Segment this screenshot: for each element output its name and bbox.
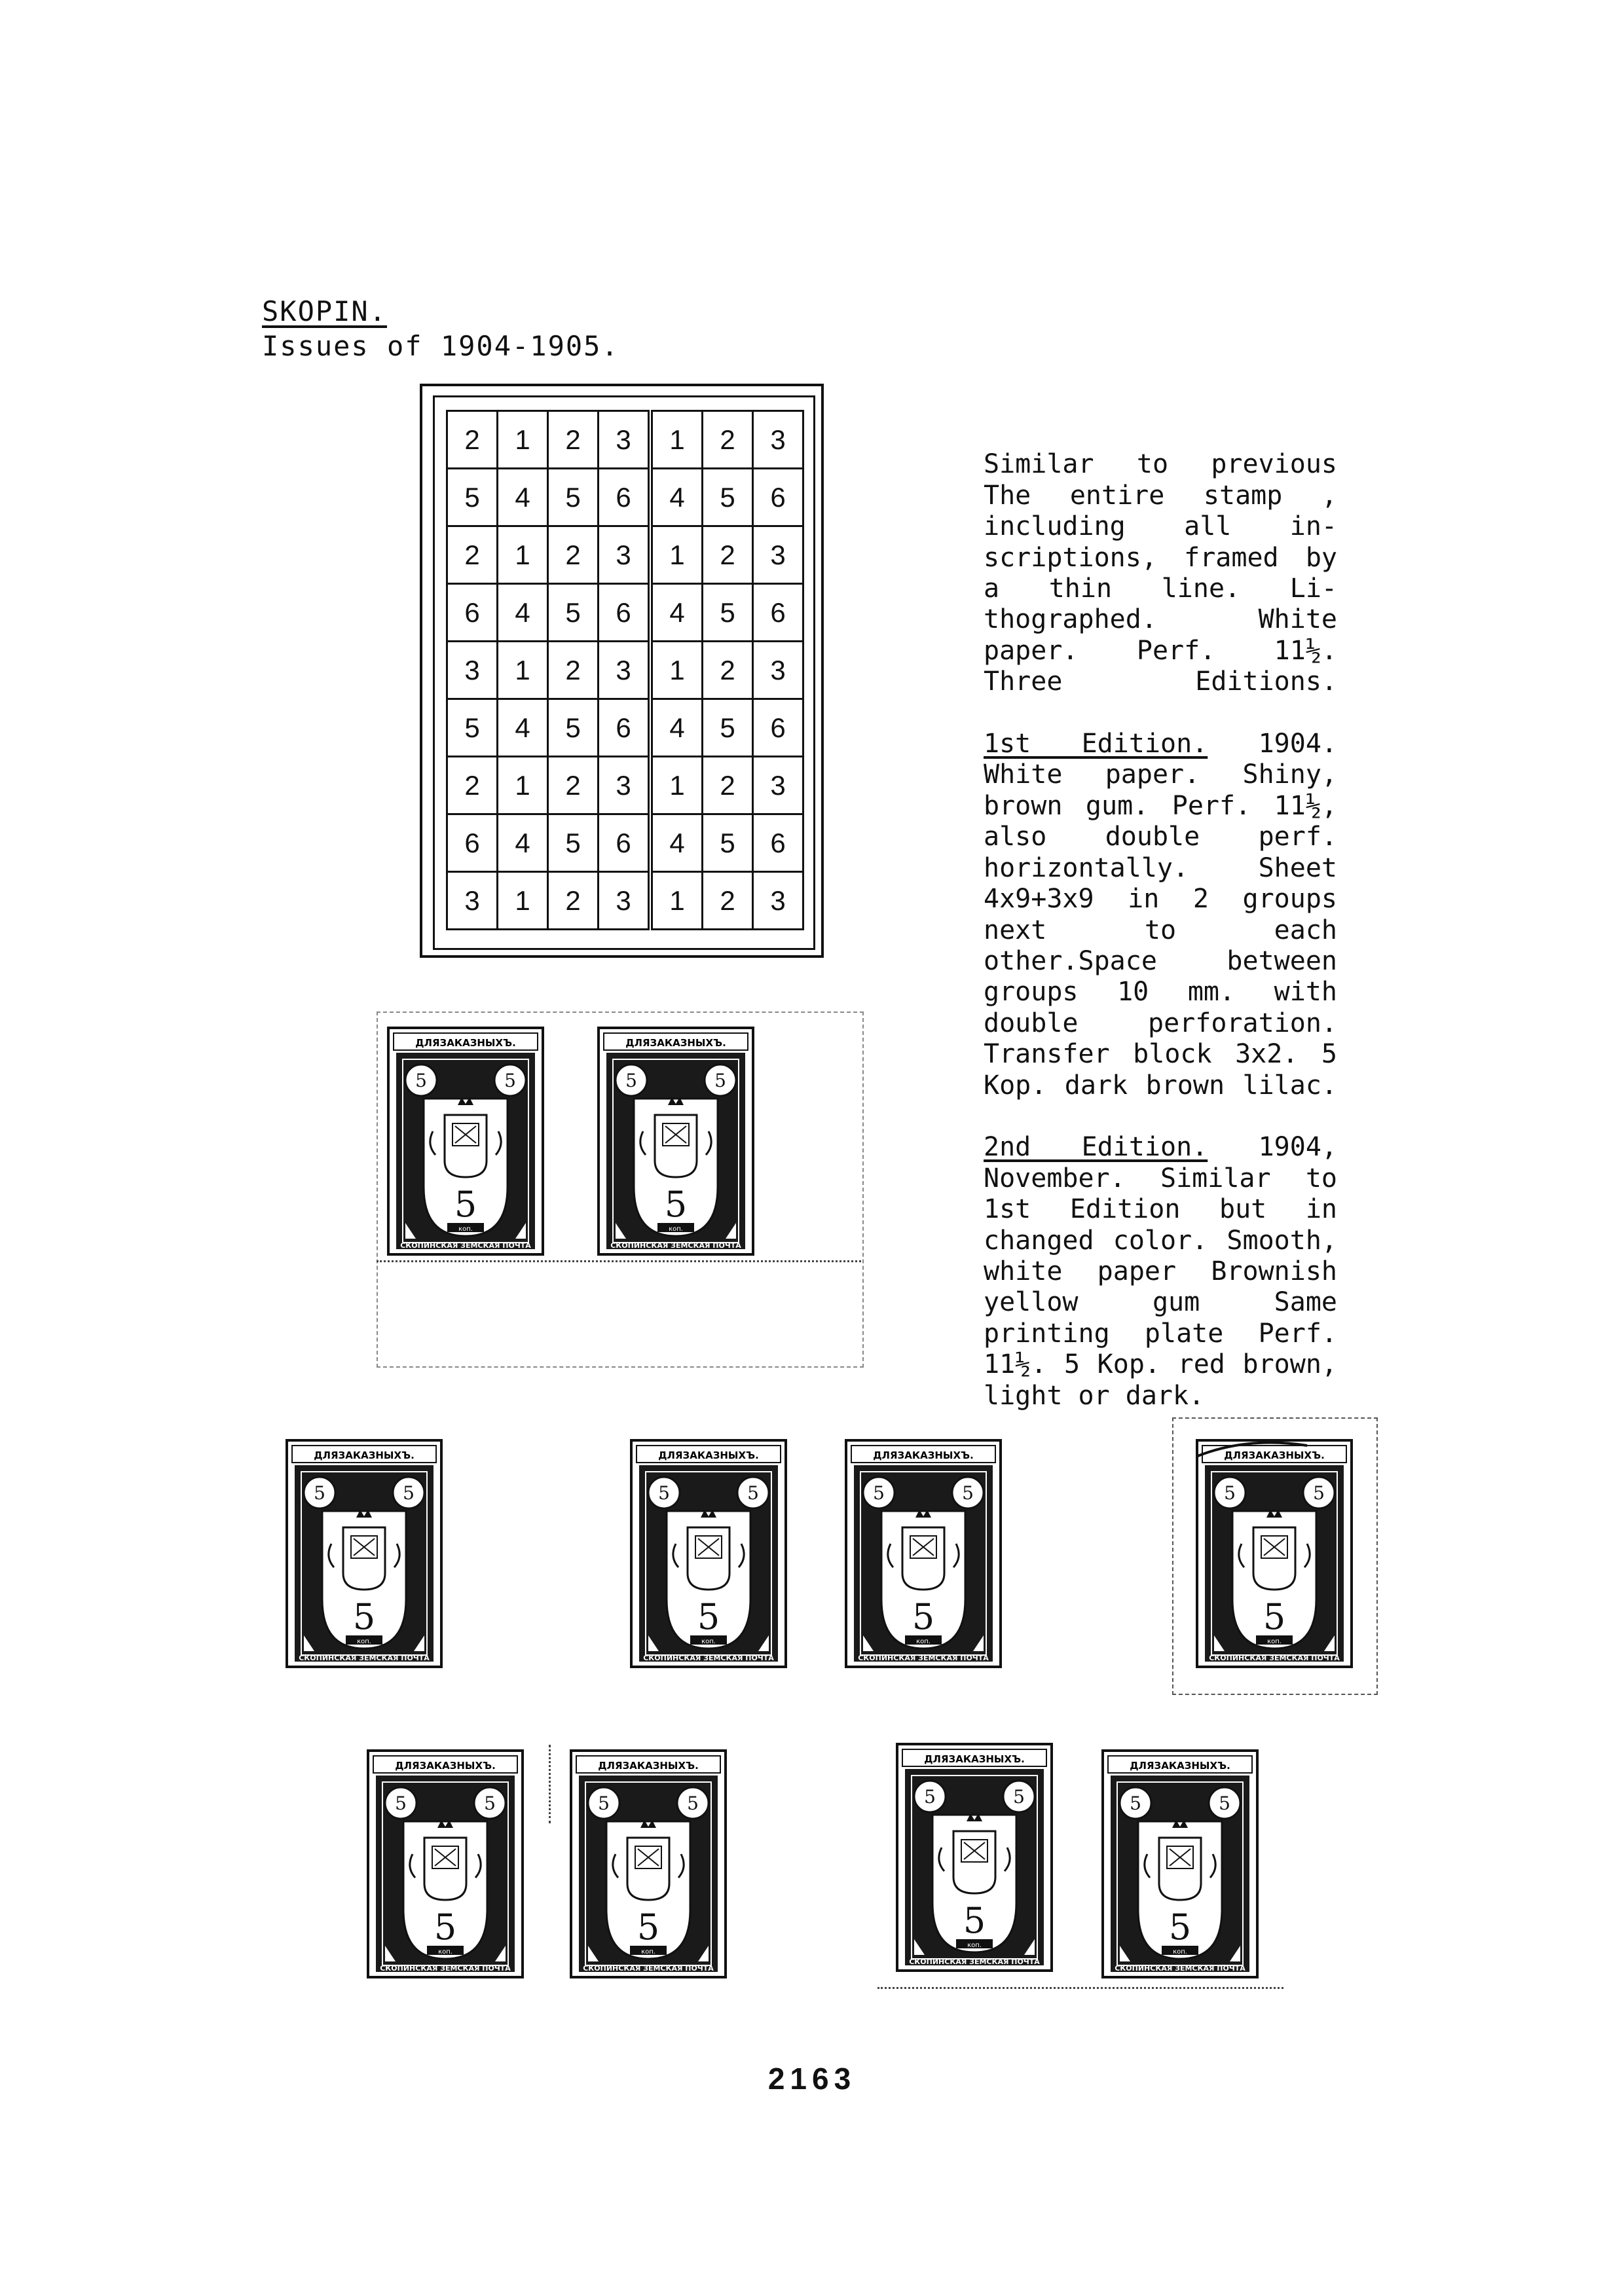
perforation-line: [877, 1987, 1283, 1989]
right_pane-row: [652, 872, 803, 930]
left_pane-row: [447, 757, 649, 814]
plate-position-cell: 6: [599, 469, 649, 526]
plate-position-cell: 1: [498, 642, 548, 699]
page-number: 2163: [767, 2062, 857, 2096]
stamp-currency: коп.: [1267, 1638, 1282, 1645]
page-title: SKOPIN.: [262, 295, 388, 327]
plate-position-cell: 6: [753, 699, 803, 757]
plate-position-cell: 4: [498, 584, 548, 642]
plate-position-cell: 2: [548, 642, 599, 699]
stamp-single: [286, 1439, 443, 1668]
stamp-currency: коп.: [438, 1948, 452, 1956]
stamp-single: [845, 1439, 1002, 1668]
plate-position-cell: 3: [753, 526, 803, 584]
cancellation-outline: [1172, 1417, 1378, 1695]
plate-position-cell: 5: [703, 584, 753, 642]
plate-position-cell: 3: [599, 526, 649, 584]
plate-position-cell: 4: [652, 469, 703, 526]
plate-position-cell: 3: [753, 642, 803, 699]
stamp-border-inscription: СКОПИНСКАЯ ЗЕМСКАЯ ПОЧТА: [400, 1241, 531, 1250]
plate-position-cell: 5: [703, 814, 753, 872]
right_pane-row: [652, 411, 803, 469]
plate-grid-left-pane: [446, 410, 650, 930]
plate-position-cell: 1: [498, 411, 548, 469]
plate-position-cell: 3: [447, 642, 498, 699]
stamp-top-inscription: ДЛЯЗАКАЗНЫХЪ.: [598, 1760, 699, 1772]
plate-position-cell: 6: [599, 814, 649, 872]
plate-position-cell: 2: [548, 411, 599, 469]
plate-position-cell: 3: [447, 872, 498, 930]
plate-position-cell: 1: [498, 526, 548, 584]
plate-position-cell: 4: [652, 699, 703, 757]
stamp-border-inscription: СКОПИНСКАЯ ЗЕМСКАЯ ПОЧТА: [583, 1964, 714, 1973]
plate-position-cell: 6: [447, 584, 498, 642]
plate-position-cell: 5: [548, 469, 599, 526]
plate-position-cell: 2: [447, 411, 498, 469]
plate-position-cell: 6: [447, 814, 498, 872]
stamp-currency: коп.: [357, 1638, 371, 1645]
plate-position-cell: 2: [703, 872, 753, 930]
page-subtitle: Issues of 1904-1905.: [262, 330, 619, 362]
stamp-top-inscription: ДЛЯЗАКАЗНЫХЪ.: [395, 1760, 496, 1772]
plate-position-cell: 1: [652, 526, 703, 584]
stamp-currency: коп.: [701, 1638, 716, 1645]
plate-position-cell: 5: [703, 469, 753, 526]
plate-position-cell: 4: [498, 469, 548, 526]
right_pane-row: [652, 699, 803, 757]
plate-position-cell: 3: [599, 757, 649, 814]
stamp-top-inscription: ДЛЯЗАКАЗНЫХЪ.: [873, 1449, 974, 1461]
plate-position-cell: 2: [548, 872, 599, 930]
left_pane-row: [447, 642, 649, 699]
stamp-border-inscription: СКОПИНСКАЯ ЗЕМСКАЯ ПОЧТА: [1209, 1654, 1340, 1662]
stamp-border-inscription: СКОПИНСКАЯ ЗЕМСКАЯ ПОЧТА: [610, 1241, 741, 1250]
stamp-pair-right: [570, 1749, 727, 1978]
stamp-border-inscription: СКОПИНСКАЯ ЗЕМСКАЯ ПОЧТА: [1115, 1964, 1246, 1973]
plate-position-cell: 5: [447, 469, 498, 526]
stamp-currency: коп.: [458, 1226, 473, 1233]
plate-position-cell: 2: [703, 757, 753, 814]
left_pane-row: [447, 584, 649, 642]
plate-position-cell: 3: [753, 757, 803, 814]
plate-position-cell: 5: [447, 699, 498, 757]
plate-position-cell: 2: [548, 757, 599, 814]
plate-position-cell: 5: [703, 699, 753, 757]
right_pane-row: [652, 814, 803, 872]
perforation-dots: [549, 1745, 551, 1823]
stamp-currency: коп.: [1173, 1948, 1187, 1956]
left_pane-row: [447, 699, 649, 757]
description-text: [984, 418, 1337, 1442]
stamp-currency: коп.: [669, 1226, 683, 1233]
plate-position-cell: 3: [599, 411, 649, 469]
plate-position-cell: 6: [753, 469, 803, 526]
stamp-border-inscription: СКОПИНСКАЯ ЗЕМСКАЯ ПОЧТА: [380, 1964, 511, 1973]
plate-position-cell: 6: [753, 584, 803, 642]
left_pane-row: [447, 526, 649, 584]
plate-position-cell: 3: [599, 642, 649, 699]
plate-position-cell: 3: [753, 872, 803, 930]
plate-position-cell: 4: [498, 814, 548, 872]
stamp-currency: коп.: [916, 1638, 931, 1645]
edition2-text: 1904, November. Similar to 1st Edition but in changed color. Smooth, white paper Brownish yellow gum Same printing plate Perf. 11½. 5 Kop. red brown, light or dark.: [984, 1132, 1337, 1411]
edition1-text: 1904. White paper. Shiny, brown gum. Perf. 11½, also double perf. horizontally. Sheet 4x9+3x9 in 2 groups next to each other.Space between groups 10 mm. with double perforation. Transfer block 3x2. 5 Kop. dark brown lilac.: [984, 729, 1337, 1101]
plate-position-cell: 3: [753, 411, 803, 469]
stamp-border-inscription: СКОПИНСКАЯ ЗЕМСКАЯ ПОЧТА: [909, 1958, 1040, 1966]
plate-position-cell: 1: [652, 411, 703, 469]
edition2-label: 2nd Edition.: [984, 1132, 1208, 1163]
stamp-top-inscription: ДЛЯЗАКАЗНЫХЪ.: [1224, 1449, 1325, 1461]
stamp-border-inscription: СКОПИНСКАЯ ЗЕМСКАЯ ПОЧТА: [858, 1654, 989, 1662]
plate-position-cell: 6: [599, 584, 649, 642]
plate-position-cell: 5: [548, 814, 599, 872]
plate-grid-right-pane: [651, 410, 804, 930]
right_pane-row: [652, 642, 803, 699]
stamp-pair-left: [387, 1027, 544, 1256]
plate-position-cell: 1: [652, 757, 703, 814]
plate-position-cell: 2: [703, 642, 753, 699]
stamp-top-inscription: ДЛЯЗАКАЗНЫХЪ.: [314, 1449, 415, 1461]
plate-position-cell: 2: [447, 757, 498, 814]
left_pane-row: [447, 872, 649, 930]
plate-position-cell: 2: [447, 526, 498, 584]
plate-position-cell: 3: [599, 872, 649, 930]
right_pane-row: [652, 526, 803, 584]
edition1-label: 1st Edition.: [984, 729, 1208, 759]
plate-position-cell: 1: [652, 642, 703, 699]
stamp-pair-right: [1101, 1749, 1259, 1978]
right_pane-row: [652, 757, 803, 814]
plate-position-cell: 4: [498, 699, 548, 757]
left_pane-row: [447, 411, 649, 469]
left_pane-row: [447, 814, 649, 872]
stamp-border-inscription: СКОПИНСКАЯ ЗЕМСКАЯ ПОЧТА: [643, 1654, 774, 1662]
right_pane-row: [652, 584, 803, 642]
stamp-top-inscription: ДЛЯЗАКАЗНЫХЪ.: [415, 1037, 516, 1049]
plate-position-cell: 4: [652, 584, 703, 642]
stamp-pair-right: [597, 1027, 754, 1256]
perforation-line: [377, 1260, 861, 1262]
stamp-single: [630, 1439, 787, 1668]
stamp-currency: коп.: [641, 1948, 655, 1956]
plate-position-cell: 5: [548, 584, 599, 642]
right_pane-row: [652, 469, 803, 526]
intro-paragraph: Similar to previous The entire stamp , including all in- scriptions, framed by a thin line. Li- thographed. White paper. Perf. 11½. Three Editions.: [984, 449, 1337, 697]
stamp-pair-left: [367, 1749, 524, 1978]
plate-position-cell: 1: [498, 757, 548, 814]
plate-position-cell: 1: [652, 872, 703, 930]
stamp-pair-left: [896, 1743, 1053, 1972]
plate-position-cell: 6: [753, 814, 803, 872]
plate-position-cell: 2: [703, 526, 753, 584]
stamp-border-inscription: СКОПИНСКАЯ ЗЕМСКАЯ ПОЧТА: [299, 1654, 430, 1662]
plate-position-cell: 2: [548, 526, 599, 584]
plate-position-cell: 4: [652, 814, 703, 872]
stamp-currency: коп.: [967, 1942, 982, 1949]
stamp-top-inscription: ДЛЯЗАКАЗНЫХЪ.: [625, 1037, 726, 1049]
plate-position-cell: 6: [599, 699, 649, 757]
left_pane-row: [447, 469, 649, 526]
plate-position-cell: 2: [703, 411, 753, 469]
plate-position-cell: 5: [548, 699, 599, 757]
stamp-top-inscription: ДЛЯЗАКАЗНЫХЪ.: [1130, 1760, 1230, 1772]
plate-position-cell: 1: [498, 872, 548, 930]
stamp-top-inscription: ДЛЯЗАКАЗНЫХЪ.: [924, 1753, 1025, 1765]
stamp-top-inscription: ДЛЯЗАКАЗНЫХЪ.: [658, 1449, 759, 1461]
